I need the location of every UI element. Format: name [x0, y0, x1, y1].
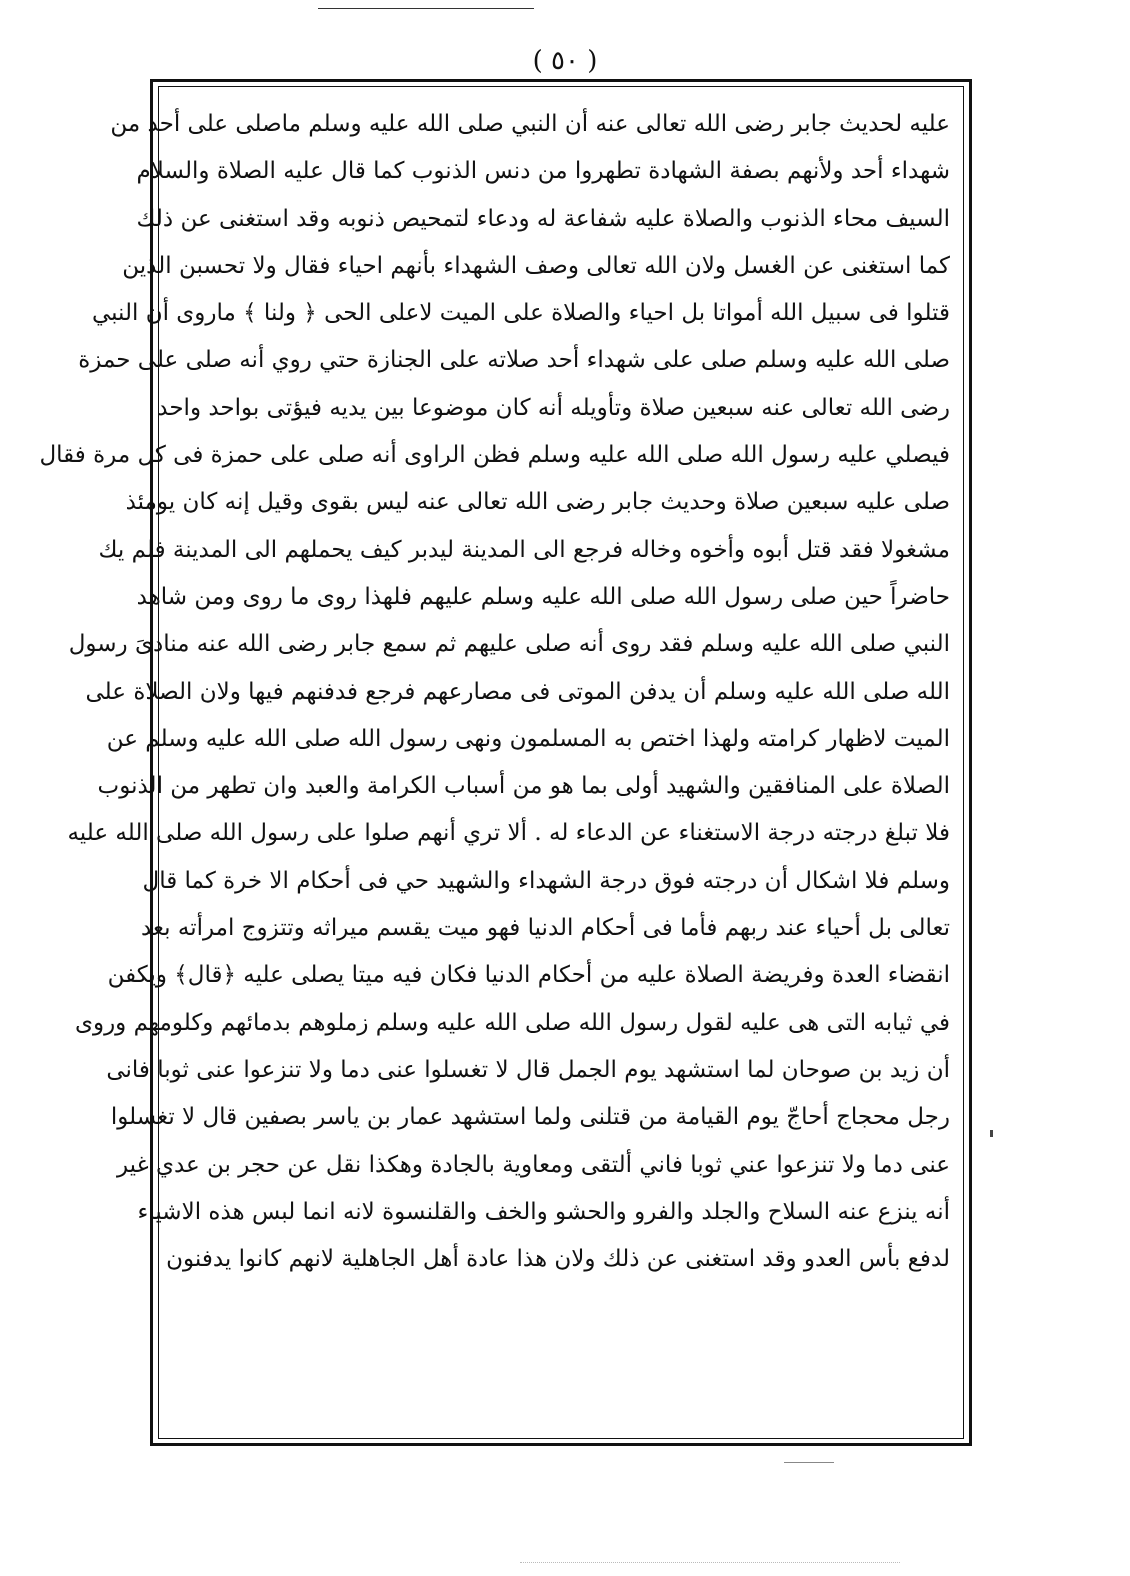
text-line: عنى دما ولا تنزعوا عني ثوبا فاني ألتقى ومعاوية بالجادة وهكذا نقل عن حجر بن عدي غير [116, 1151, 950, 1178]
text-line: رجل محجاج أحاجّ يوم القيامة من قتلنى ولما استشهد عمار بن ياسر بصفين قال لا تغسلوا [110, 1104, 950, 1131]
text-line: تعالى بل أحياء عند ربهم فأما فى أحكام الدنيا فهو ميت يقسم ميراثه وتتزوج امرأته بعد [140, 915, 950, 942]
text-line: في ثيابه التى هى عليه لقول رسول الله صلى الله عليه وسلم زملوهم بدمائهم وكلومهم وروى [74, 1009, 950, 1036]
text-line: حاضراً حين صلى رسول الله صلى الله عليه وسلم عليهم فلهذا روى ما روى ومن شاهد [136, 583, 950, 610]
text-line: أنه ينزع عنه السلاح والجلد والفرو والحشو والخف والقلنسوة لانه انما لبس هذه الاشياء [137, 1198, 950, 1225]
margin-mark [990, 1130, 993, 1137]
text-line: رضى الله تعالى عنه سبعين صلاة وتأويله أنه كان موضوعا بين يديه فيؤتى بواحد واحد [157, 394, 950, 421]
text-line: النبي صلى الله عليه وسلم فقد روى أنه صلى عليهم ثم سمع جابر رضى الله عنه منادىَ رسول [68, 631, 950, 658]
text-line: أن زيد بن صوحان لما استشهد يوم الجمل قال لا تغسلوا عنى دما ولا تنزعوا عنى ثوبا فانى [106, 1056, 950, 1083]
text-line: مشغولا فقد قتل أبوه وأخوه وخاله فرجع الى المدينة ليدبر كيف يحملهم الى المدينة فلم يك [98, 536, 950, 563]
text-line: وسلم فلا اشكال أن درجته فوق درجة الشهداء والشهيد حي فى أحكام الا خرة كما قال [142, 867, 950, 894]
text-line: انقضاء العدة وفريضة الصلاة عليه من أحكام الدنيا فكان فيه ميتا يصلى عليه ﴿قال﴾ ويكفن [107, 962, 950, 989]
bottom-divider [784, 1462, 834, 1463]
text-line: عليه لحديث جابر رضى الله تعالى عنه أن النبي صلى الله عليه وسلم ماصلى على أحد من [110, 111, 950, 137]
text-line: الصلاة على المنافقين والشهيد أولى بما هو من أسباب الكرامة والعبد وان تطهر من الذنوب [97, 773, 950, 800]
body-text [39, 101, 950, 1431]
text-line: كما استغنى عن الغسل ولان الله تعالى وصف الشهداء بأنهم احياء فقال ولا تحسبن الذين [122, 252, 950, 279]
text-line: قتلوا فى سبيل الله أمواتا بل احياء والصلاة على الميت لاعلى الحى ﴿ ولنا ﴾ ماروى أن النبي [91, 300, 950, 327]
text-line: السيف محاء الذنوب والصلاة عليه شفاعة له ودعاء لتمحيص ذنوبه وقد استغنى عن ذلك [136, 205, 950, 232]
text-line: الميت لاظهار كرامته ولهذا اختص به المسلمون ونهى رسول الله صلى الله عليه وسلم عن [106, 725, 950, 752]
text-line: صلى عليه سبعين صلاة وحديث جابر رضى الله تعالى عنه ليس بقوى وقيل إنه كان يومئذ [125, 489, 950, 516]
text-line: فلا تبلغ درجته درجة الاستغناء عن الدعاء له . ألا تري أنهم صلوا على رسول الله صلى الله عليه [67, 820, 950, 847]
text-line: لدفع بأس العدو وقد استغنى عن ذلك ولان هذا عادة أهل الجاهلية لانهم كانوا يدفنون [166, 1246, 950, 1273]
scan-artifact [520, 1562, 900, 1569]
page-number: ( ٥٠ ) [532, 46, 598, 76]
text-line: صلى الله عليه وسلم صلى على شهداء أحد صلاته على الجنازة حتي روي أنه صلى على حمزة [78, 347, 950, 374]
text-line: الله صلى الله عليه وسلم أن يدفن الموتى فى مصارعهم فرجع فدفنهم فيها ولان الصلاة على [85, 678, 950, 705]
top-divider [318, 8, 534, 9]
text-line: شهداء أحد ولأنهم بصفة الشهادة تطهروا من دنس الذنوب كما قال عليه الصلاة والسلام [136, 158, 950, 185]
text-line: فيصلي عليه رسول الله صلى الله عليه وسلم فظن الراوى أنه صلى على حمزة فى كل مرة فقال [39, 442, 950, 469]
